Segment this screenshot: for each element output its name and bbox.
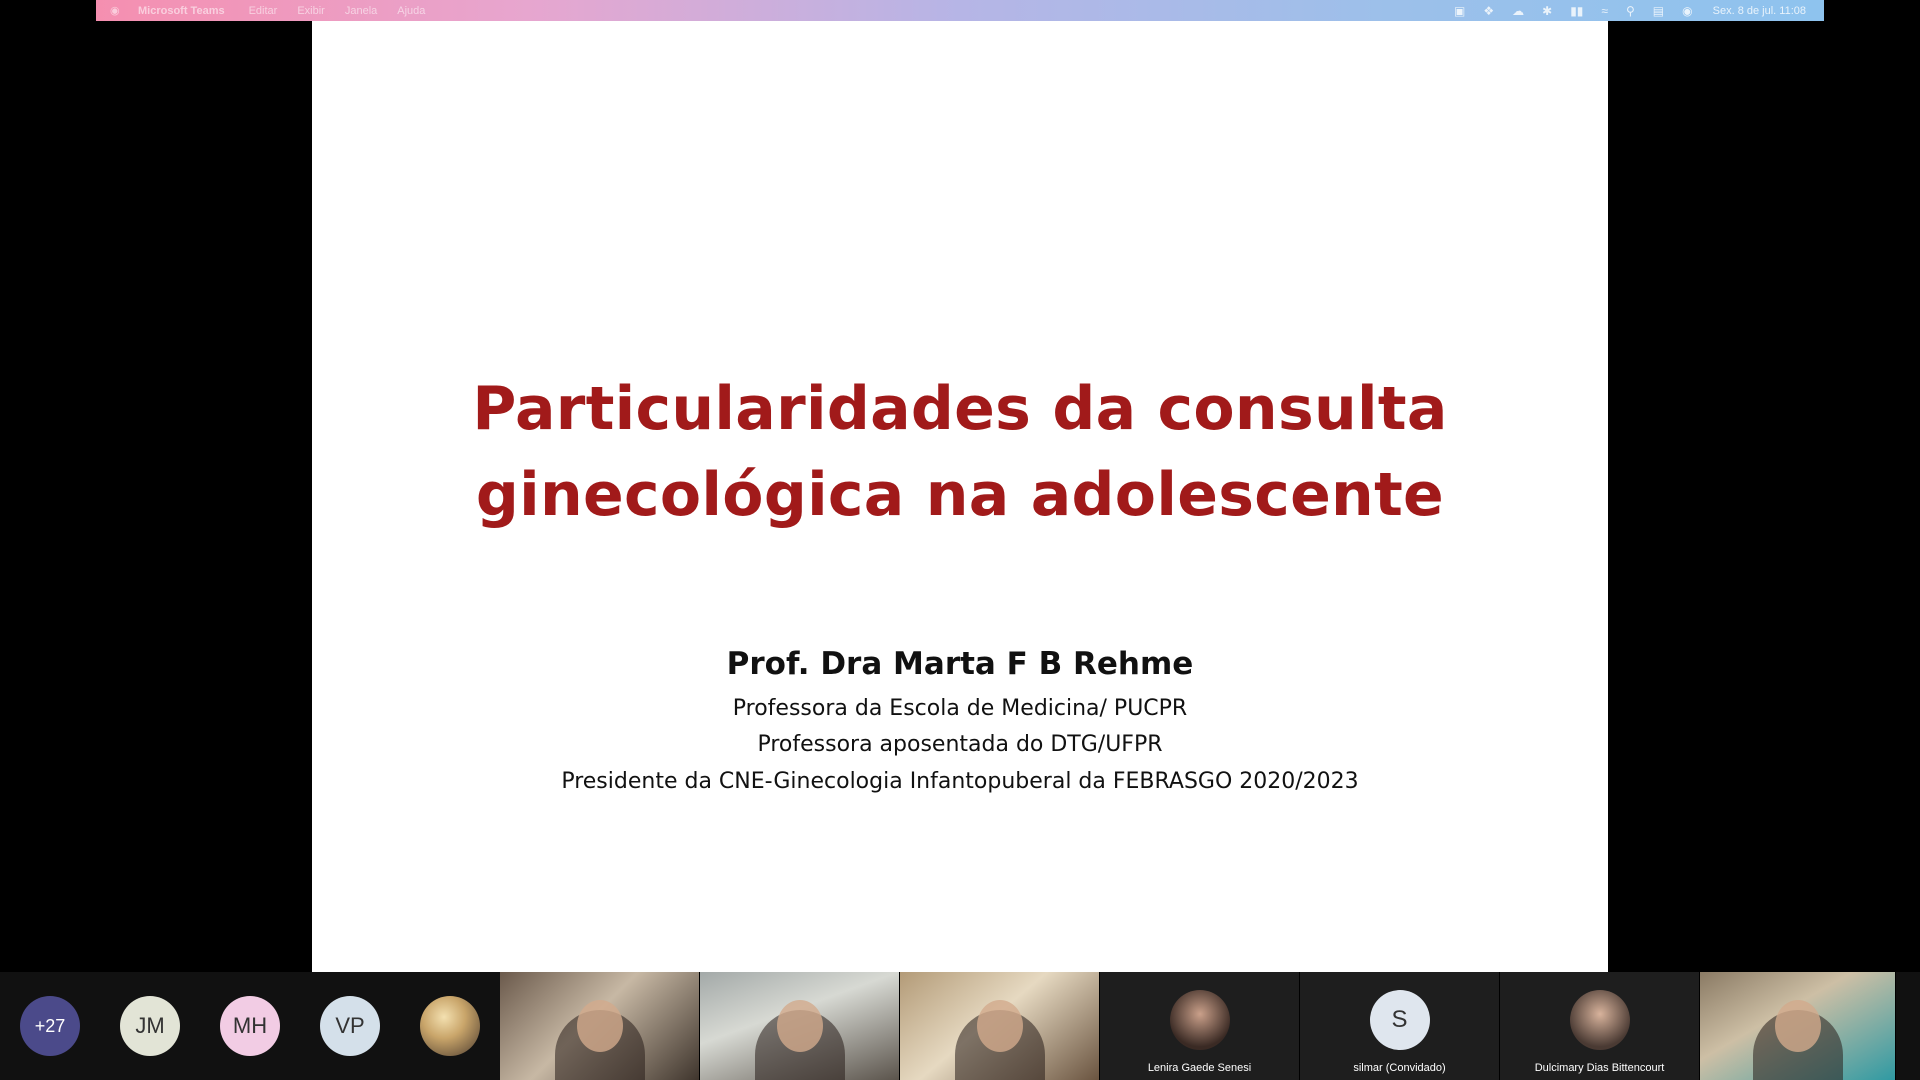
shared-slide <box>312 21 1608 972</box>
participant-video-tile[interactable] <box>500 972 700 1080</box>
slide-affiliation-2: Professora aposentada do DTG/UFPR <box>757 732 1163 757</box>
slide-title-line1: Particularidades da consulta <box>472 374 1448 444</box>
slide-title <box>312 366 1608 538</box>
more-participants-slot[interactable] <box>0 972 100 1080</box>
participant-head <box>577 1000 623 1052</box>
avatar[interactable]: VP <box>320 996 380 1056</box>
apple-icon[interactable]: ◉ <box>110 5 120 17</box>
avatar <box>1570 990 1630 1050</box>
cloud-icon[interactable]: ☁ <box>1512 3 1525 18</box>
participant-tile-lenira[interactable] <box>1100 972 1300 1080</box>
app-name-menu[interactable]: Microsoft Teams <box>138 4 225 17</box>
participant-video-tile[interactable] <box>900 972 1100 1080</box>
participant-mh-slot[interactable] <box>200 972 300 1080</box>
menu-edit[interactable]: Editar <box>248 4 278 17</box>
participant-jm-slot[interactable] <box>100 972 200 1080</box>
participant-head <box>977 1000 1023 1052</box>
participant-vp-slot[interactable] <box>300 972 400 1080</box>
battery-icon[interactable]: ▮▮ <box>1570 3 1584 18</box>
participant-strip <box>0 972 1920 1080</box>
participant-tile-dulcimary[interactable] <box>1500 972 1700 1080</box>
slide-affiliation-3: Presidente da CNE-Ginecologia Infantopuberal da FEBRASGO 2020/2023 <box>561 769 1359 794</box>
participant-name: Dulcimary Dias Bittencourt <box>1534 1062 1665 1074</box>
participant-video-tile[interactable] <box>700 972 900 1080</box>
search-icon[interactable]: ⚲ <box>1626 3 1635 18</box>
slide-affiliation-1: Professora da Escola de Medicina/ PUCPR <box>732 696 1188 721</box>
participant-head <box>777 1000 823 1052</box>
more-participants-button[interactable]: +27 <box>20 996 80 1056</box>
menubar-clock[interactable]: Sex. 8 de jul. 11:08 <box>1712 4 1806 17</box>
slide-title-line2: ginecológica na adolescente <box>475 460 1445 530</box>
participant-name: silmar (Convidado) <box>1353 1062 1446 1074</box>
presenter-video-tile[interactable] <box>1700 972 1896 1080</box>
menu-window[interactable]: Janela <box>344 4 378 17</box>
participant-head <box>1775 1000 1821 1052</box>
participant-tile-silmar[interactable] <box>1300 972 1500 1080</box>
control-center-icon[interactable]: ▤ <box>1652 3 1665 18</box>
participant-name: Lenira Gaede Senesi <box>1147 1062 1252 1074</box>
avatar[interactable]: JM <box>120 996 180 1056</box>
dropbox-icon[interactable]: ❖ <box>1483 3 1495 18</box>
bluetooth-icon[interactable]: ✱ <box>1542 3 1553 18</box>
wifi-icon[interactable]: ≈ <box>1601 3 1608 18</box>
avatar[interactable]: MH <box>220 996 280 1056</box>
menu-bar <box>96 0 1824 21</box>
slide-author: Prof. Dra Marta F B Rehme <box>726 646 1194 682</box>
participant-photo-slot[interactable] <box>400 972 500 1080</box>
avatar: S <box>1370 990 1430 1050</box>
menu-help[interactable]: Ajuda <box>397 4 426 17</box>
avatar[interactable] <box>420 996 480 1056</box>
avatar <box>1170 990 1230 1050</box>
camera-icon[interactable]: ▣ <box>1454 3 1466 18</box>
menu-view[interactable]: Exibir <box>297 4 325 17</box>
siri-icon[interactable]: ◉ <box>1682 3 1693 18</box>
